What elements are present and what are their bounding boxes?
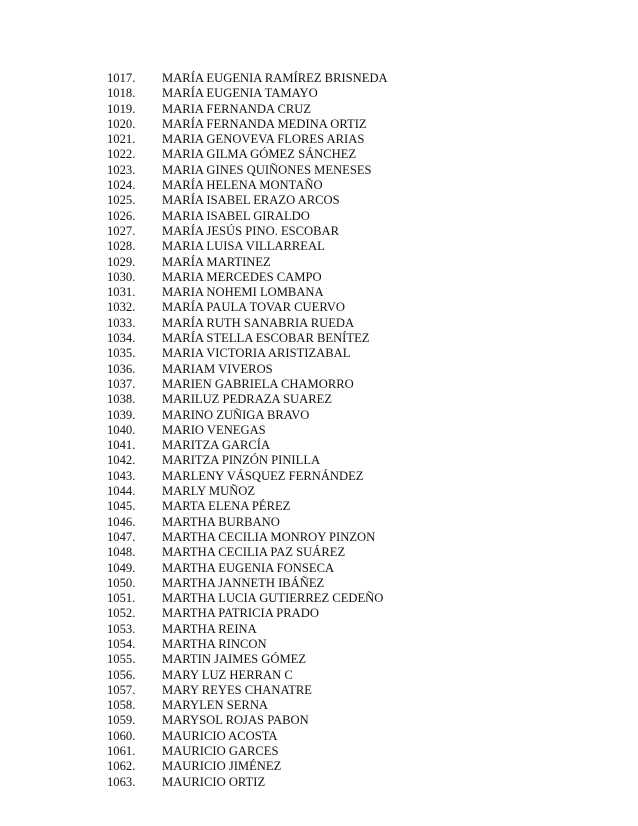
entry-name: MARÍA EUGENIA TAMAYO xyxy=(162,86,318,101)
entry-number: 1028. xyxy=(107,239,136,254)
entry-name: MARÍA ISABEL ERAZO ARCOS xyxy=(162,193,340,208)
list-item xyxy=(107,668,527,683)
list-item xyxy=(107,591,527,606)
entry-number: 1054. xyxy=(107,636,136,651)
entry-number: 1037. xyxy=(107,376,136,391)
entry-number: 1063. xyxy=(107,774,136,789)
entry-name: MARY LUZ HERRAN C xyxy=(162,667,293,682)
list-item xyxy=(107,331,527,346)
entry-number: 1055. xyxy=(107,652,136,667)
entry-name: MARINO ZUÑIGA BRAVO xyxy=(162,407,310,422)
entry-number: 1045. xyxy=(107,499,136,514)
list-item xyxy=(107,147,527,162)
list-item xyxy=(107,316,527,331)
list-item xyxy=(107,209,527,224)
entry-number: 1031. xyxy=(107,285,136,300)
entry-number: 1059. xyxy=(107,713,136,728)
entry-name: MARTIN JAIMES GÓMEZ xyxy=(162,652,307,667)
entry-name: MARTHA CECILIA PAZ SUÁREZ xyxy=(162,545,346,560)
list-item xyxy=(107,132,527,147)
entry-name: MARÍA FERNANDA MEDINA ORTIZ xyxy=(162,116,367,131)
list-item xyxy=(107,117,527,132)
list-item xyxy=(107,362,527,377)
entry-number: 1020. xyxy=(107,116,136,131)
entry-number: 1041. xyxy=(107,438,136,453)
entry-name: MARY REYES CHANATRE xyxy=(162,682,312,697)
entry-number: 1052. xyxy=(107,606,136,621)
entry-name: MARTHA REINA xyxy=(162,621,257,636)
entry-number: 1043. xyxy=(107,468,136,483)
list-item xyxy=(107,606,527,621)
list-item xyxy=(107,698,527,713)
list-item xyxy=(107,744,527,759)
list-item xyxy=(107,163,527,178)
entry-number: 1048. xyxy=(107,545,136,560)
entry-number: 1019. xyxy=(107,101,136,116)
entry-name: MAURICIO ACOSTA xyxy=(162,728,278,743)
entry-number: 1030. xyxy=(107,269,136,284)
entry-number: 1017. xyxy=(107,71,136,85)
entry-name: MARTHA LUCIA GUTIERREZ CEDEÑO xyxy=(162,591,384,606)
entry-name: MARÍA PAULA TOVAR CUERVO xyxy=(162,300,345,315)
entry-number: 1049. xyxy=(107,560,136,575)
list-item xyxy=(107,469,527,484)
entry-name: MARTHA JANNETH IBÁÑEZ xyxy=(162,575,325,590)
entry-name: MARIO VENEGAS xyxy=(162,422,266,437)
entry-number: 1050. xyxy=(107,575,136,590)
entry-number: 1036. xyxy=(107,361,136,376)
list-item xyxy=(107,561,527,576)
entry-name: MARÍA STELLA ESCOBAR BENÍTEZ xyxy=(162,331,370,346)
list-item xyxy=(107,71,527,86)
list-item xyxy=(107,255,527,270)
entry-number: 1034. xyxy=(107,331,136,346)
entry-number: 1018. xyxy=(107,86,136,101)
entry-name: MARÍA MARTINEZ xyxy=(162,254,271,269)
list-item xyxy=(107,530,527,545)
entry-number: 1032. xyxy=(107,300,136,315)
list-item xyxy=(107,453,527,468)
entry-number: 1042. xyxy=(107,453,136,468)
list-item xyxy=(107,408,527,423)
entry-number: 1058. xyxy=(107,698,136,713)
list-item xyxy=(107,346,527,361)
entry-name: MARIA GILMA GÓMEZ SÁNCHEZ xyxy=(162,147,357,162)
entry-number: 1023. xyxy=(107,162,136,177)
entry-name: MARIA GINES QUIÑONES MENESES xyxy=(162,162,372,177)
entry-name: MARÍA RUTH SANABRIA RUEDA xyxy=(162,315,355,330)
list-item xyxy=(107,759,527,774)
entry-name: MARIA GENOVEVA FLORES ARIAS xyxy=(162,132,365,147)
list-item xyxy=(107,438,527,453)
entry-name: MARIEN GABRIELA CHAMORRO xyxy=(162,376,354,391)
entry-name: MAURICIO ORTIZ xyxy=(162,774,266,789)
entry-name: MARLENY VÁSQUEZ FERNÁNDEZ xyxy=(162,468,364,483)
entry-number: 1060. xyxy=(107,728,136,743)
list-item xyxy=(107,86,527,101)
entry-name: MAURICIO GARCES xyxy=(162,744,279,759)
entry-number: 1033. xyxy=(107,315,136,330)
entry-name: MARLY MUÑOZ xyxy=(162,484,256,499)
entry-name: MARITZA PINZÓN PINILLA xyxy=(162,453,321,468)
list-item xyxy=(107,377,527,392)
list-item xyxy=(107,178,527,193)
entry-name: MARIA MERCEDES CAMPO xyxy=(162,269,322,284)
list-item xyxy=(107,576,527,591)
list-item xyxy=(107,499,527,514)
list-item xyxy=(107,423,527,438)
entry-name: MARIAM VIVEROS xyxy=(162,361,273,376)
list-item xyxy=(107,729,527,744)
list-item xyxy=(107,652,527,667)
list-item xyxy=(107,392,527,407)
entry-number: 1062. xyxy=(107,759,136,774)
list-item xyxy=(107,193,527,208)
entry-number: 1035. xyxy=(107,346,136,361)
entry-name: MARTHA PATRICIA PRADO xyxy=(162,606,319,621)
list-item xyxy=(107,775,527,790)
entry-number: 1047. xyxy=(107,529,136,544)
list-item xyxy=(107,224,527,239)
entry-number: 1039. xyxy=(107,407,136,422)
list-item xyxy=(107,713,527,728)
entry-name: MARITZA GARCÍA xyxy=(162,438,271,453)
name-list xyxy=(107,71,527,790)
entry-name: MARIA NOHEMI LOMBANA xyxy=(162,285,324,300)
entry-name: MARTHA EUGENIA FONSECA xyxy=(162,560,335,575)
entry-number: 1024. xyxy=(107,178,136,193)
list-item xyxy=(107,300,527,315)
entry-number: 1040. xyxy=(107,422,136,437)
entry-number: 1022. xyxy=(107,147,136,162)
entry-name: MARIA VICTORIA ARISTIZABAL xyxy=(162,346,351,361)
entry-number: 1027. xyxy=(107,223,136,238)
list-item xyxy=(107,285,527,300)
list-item xyxy=(107,484,527,499)
entry-number: 1061. xyxy=(107,744,136,759)
list-item xyxy=(107,102,527,117)
entry-number: 1057. xyxy=(107,682,136,697)
entry-name: MARÍA JESÚS PINO. ESCOBAR xyxy=(162,223,340,238)
entry-number: 1029. xyxy=(107,254,136,269)
list-item xyxy=(107,683,527,698)
entry-name: MARIA FERNANDA CRUZ xyxy=(162,101,312,116)
entry-name: MARTHA RINCON xyxy=(162,636,267,651)
entry-name: MARTA ELENA PÉREZ xyxy=(162,499,291,514)
entry-name: MARILUZ PEDRAZA SUAREZ xyxy=(162,392,333,407)
entry-name: MARÍA EUGENIA RAMÍREZ BRISNEDA xyxy=(162,71,388,85)
entry-name: MARTHA CECILIA MONROY PINZON xyxy=(162,529,376,544)
list-item xyxy=(107,239,527,254)
entry-name: MARÍA HELENA MONTAÑO xyxy=(162,178,323,193)
entry-number: 1051. xyxy=(107,591,136,606)
entry-number: 1021. xyxy=(107,132,136,147)
entry-name: MARTHA BURBANO xyxy=(162,514,280,529)
list-item xyxy=(107,637,527,652)
entry-name: MARYLEN SERNA xyxy=(162,698,269,713)
entry-name: MARYSOL ROJAS PABON xyxy=(162,713,309,728)
entry-name: MAURICIO JIMÉNEZ xyxy=(162,759,282,774)
entry-number: 1044. xyxy=(107,484,136,499)
entry-number: 1038. xyxy=(107,392,136,407)
entry-number: 1053. xyxy=(107,621,136,636)
entry-name: MARIA LUISA VILLARREAL xyxy=(162,239,325,254)
list-item xyxy=(107,270,527,285)
entry-number: 1046. xyxy=(107,514,136,529)
list-item xyxy=(107,515,527,530)
entry-number: 1025. xyxy=(107,193,136,208)
entry-name: MARIA ISABEL GIRALDO xyxy=(162,208,310,223)
entry-number: 1056. xyxy=(107,667,136,682)
list-item xyxy=(107,545,527,560)
list-item xyxy=(107,622,527,637)
entry-number: 1026. xyxy=(107,208,136,223)
